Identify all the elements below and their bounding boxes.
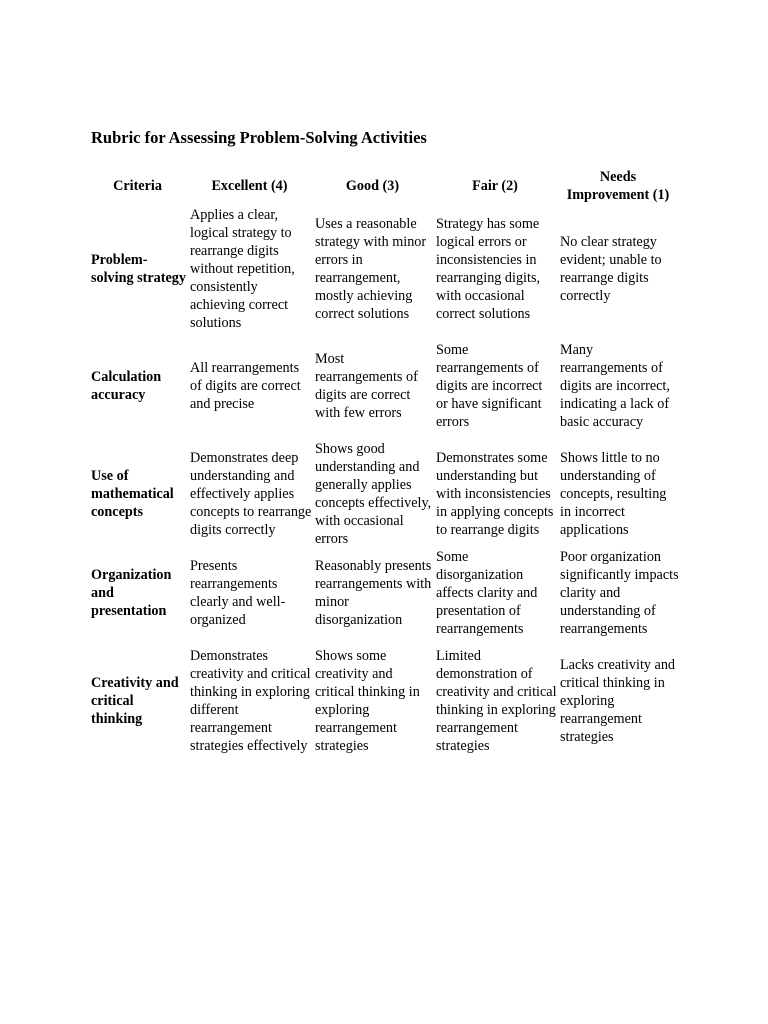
- document-title: Rubric for Assessing Problem-Solving Activities: [91, 128, 427, 147]
- header-excellent: Excellent (4): [211, 178, 288, 194]
- table-row: [88, 548, 679, 638]
- rubric-cell: Many rearrangements of digits are incorrect, indicating a lack of basic accuracy: [560, 342, 670, 430]
- rubric-cell: Shows some creativity and critical thinking in exploring rearrangement strategies: [315, 648, 420, 754]
- header-good: Good (3): [345, 178, 400, 194]
- criteria-cell: Problem-solving strategy: [91, 252, 186, 286]
- rubric-cell: Some disorganization affects clarity and presentation of rearrangements: [436, 549, 538, 637]
- header-criteria: Criteria: [113, 178, 162, 194]
- rubric-cell: Shows good understanding and generally applies concepts effectively, with occasional errors: [315, 441, 432, 547]
- rubric-table: [88, 166, 679, 764]
- criteria-cell: Creativity and critical thinking: [91, 675, 179, 727]
- rubric-cell: Shows little to no understanding of concepts, resulting in incorrect applications: [560, 450, 667, 538]
- rubric-cell: Most rearrangements of digits are correct with few errors: [315, 351, 418, 421]
- header-row: [88, 166, 679, 206]
- header-needs-improvement: Needs Improvement (1): [566, 169, 670, 203]
- criteria-cell: Use of mathematical concepts: [91, 468, 174, 520]
- rubric-cell: Demonstrates creativity and critical thinking in exploring different rearrangement strategies effectively: [190, 648, 311, 754]
- table-row: [88, 206, 679, 332]
- criteria-cell: Calculation accuracy: [91, 369, 162, 403]
- table-row: [88, 440, 679, 548]
- rubric-cell: Demonstrates some understanding but with inconsistencies in applying concepts to rearrange digits: [436, 450, 554, 538]
- rubric-cell: Presents rearrangements clearly and well-organized: [190, 558, 286, 628]
- rubric-cell: Applies a clear, logical strategy to rearrange digits without repetition, consistently achieving correct solutions: [190, 207, 295, 331]
- rubric-cell: Uses a reasonable strategy with minor errors in rearrangement, mostly achieving correct solutions: [315, 216, 427, 322]
- rubric-cell: Poor organization significantly impacts clarity and understanding of rearrangements: [560, 549, 679, 637]
- rubric-cell: No clear strategy evident; unable to rearrange digits correctly: [560, 234, 662, 304]
- rubric-cell: Some rearrangements of digits are incorrect or have significant errors: [436, 342, 543, 430]
- rubric-cell: Limited demonstration of creativity and critical thinking in exploring rearrangement strategies: [436, 648, 557, 754]
- table-row: [88, 332, 679, 440]
- rubric-cell: Reasonably presents rearrangements with minor disorganization: [315, 558, 432, 628]
- rubric-cell: Strategy has some logical errors or inconsistencies in rearranging digits, with occasional correct solutions: [436, 216, 541, 322]
- header-fair: Fair (2): [472, 178, 518, 194]
- table-row: [88, 638, 679, 764]
- rubric-cell: Demonstrates deep understanding and effectively applies concepts to rearrange digits correctly: [190, 450, 312, 538]
- rubric-cell: All rearrangements of digits are correct and precise: [190, 360, 301, 412]
- criteria-cell: Organization and presentation: [91, 567, 172, 619]
- rubric-cell: Lacks creativity and critical thinking in exploring rearrangement strategies: [560, 657, 676, 745]
